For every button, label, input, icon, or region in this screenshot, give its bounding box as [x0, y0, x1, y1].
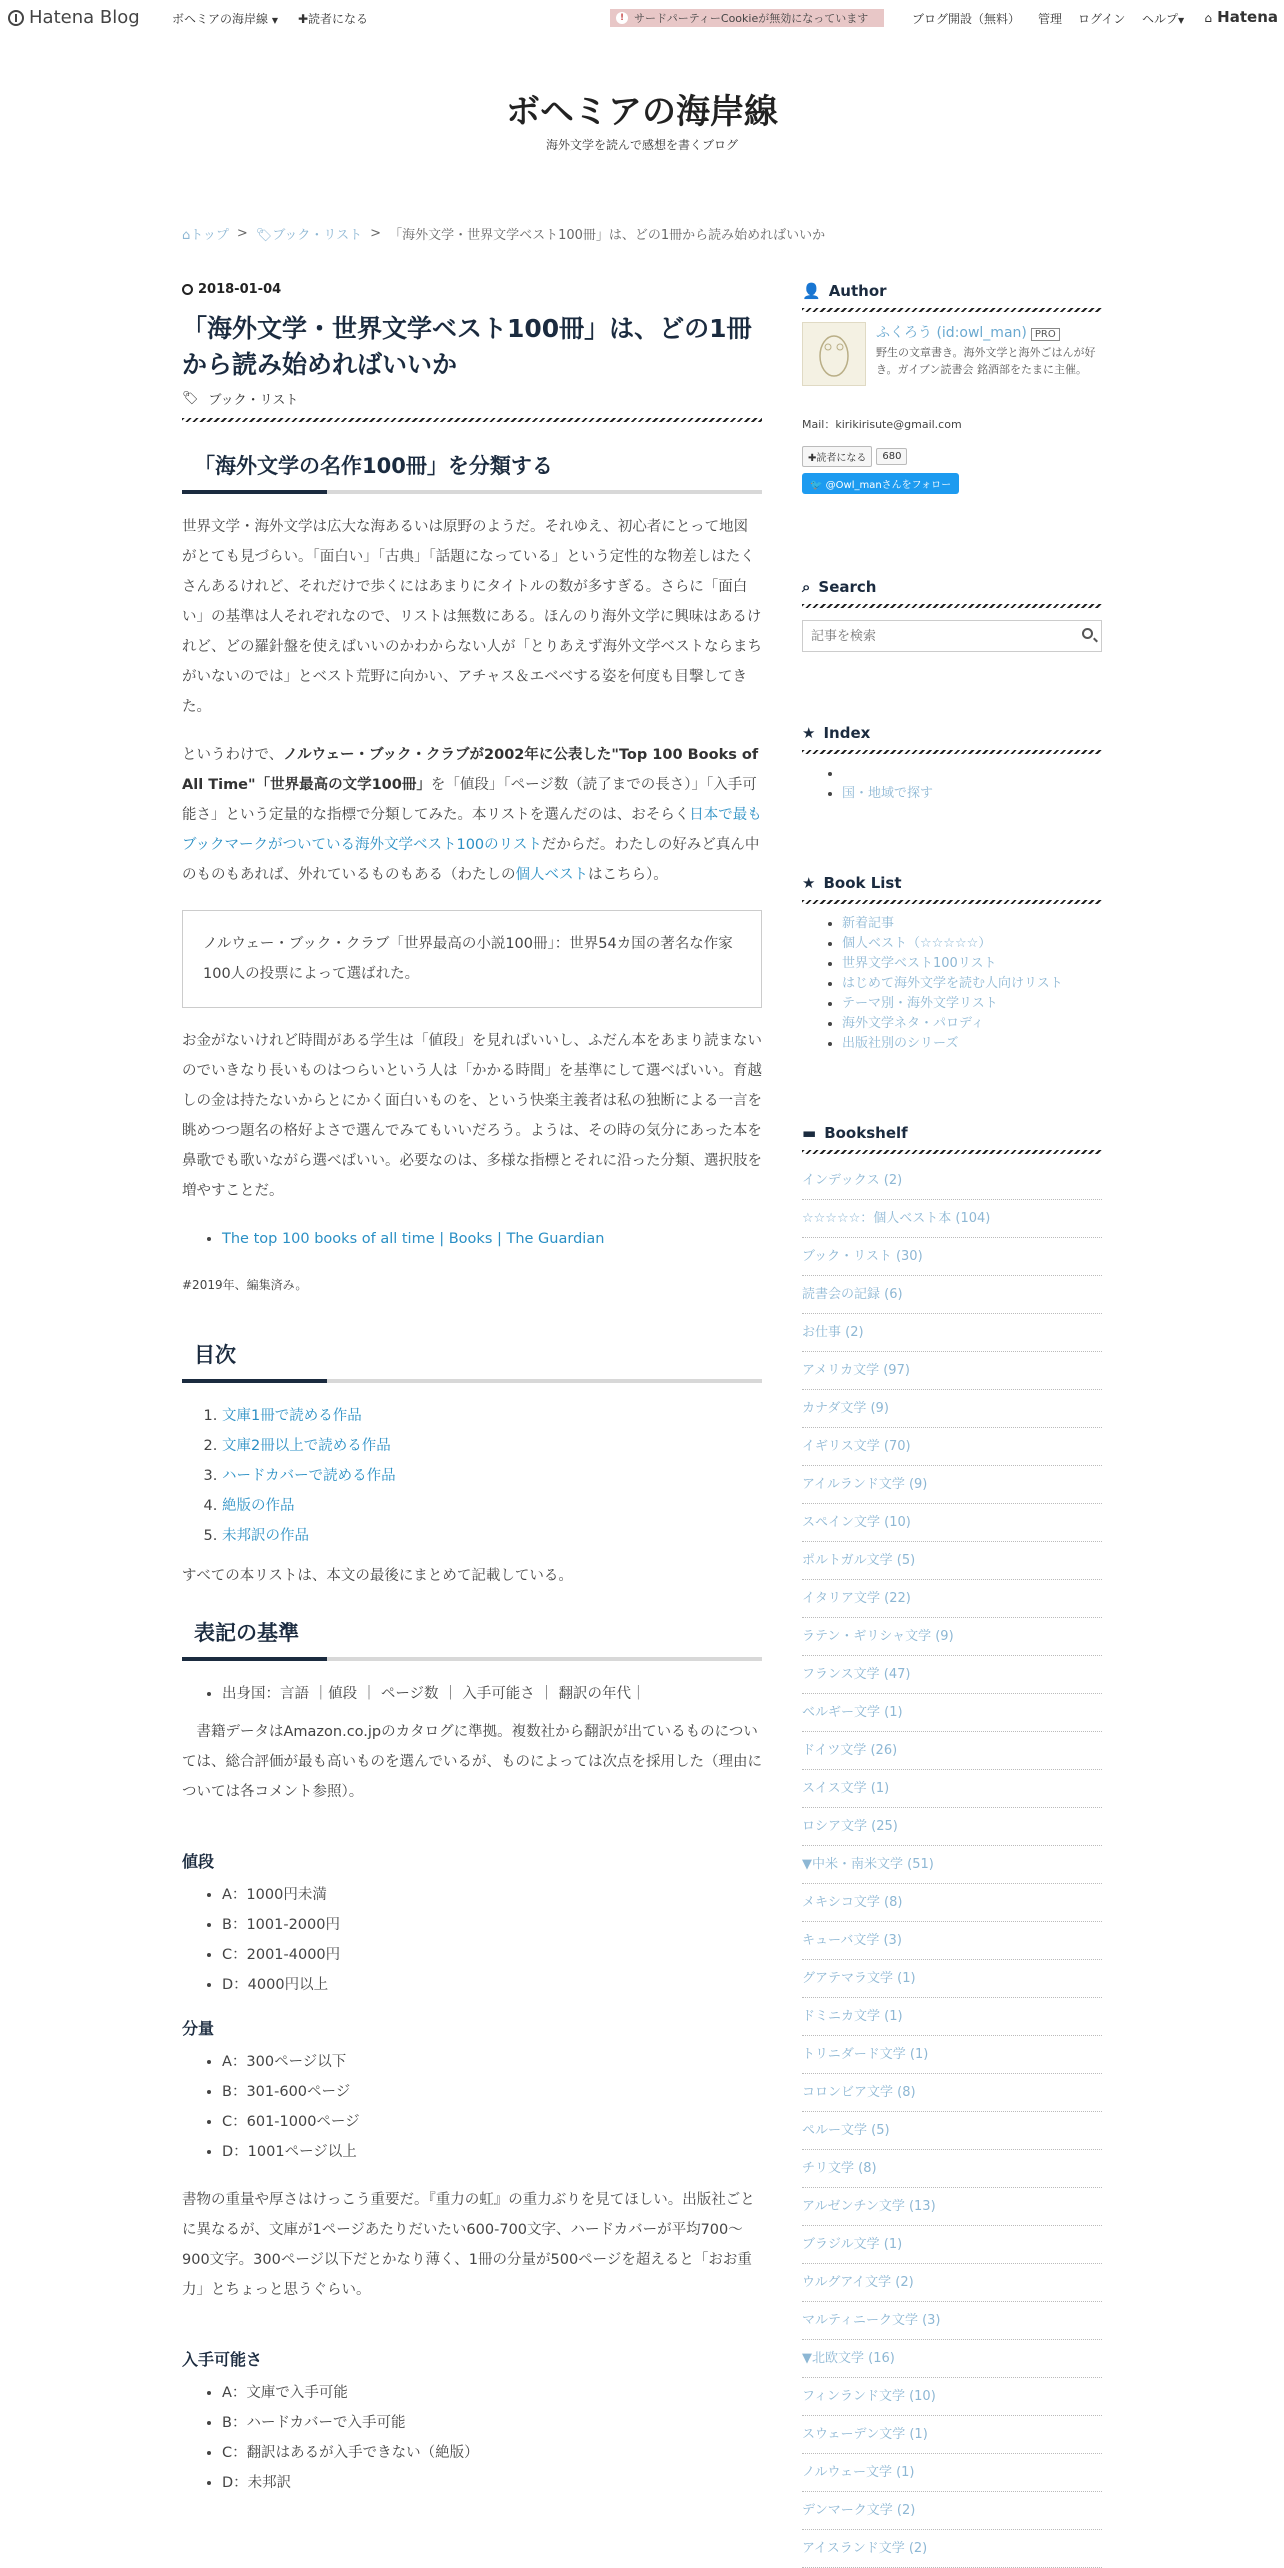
list-item: • D：1001ページ以上 — [222, 2137, 762, 2167]
bookshelf-category-link[interactable]: ロシア文学 (25) — [802, 1808, 1102, 1846]
list-item: • C：601-1000ページ — [222, 2107, 762, 2137]
caret-down-icon: ▼ — [271, 16, 278, 25]
logo-text: Hatena Blog — [29, 7, 140, 28]
search-box — [802, 620, 1102, 652]
author-name[interactable] — [876, 322, 1060, 342]
caret-down-icon: ▼ — [1178, 16, 1185, 25]
section-heading: 表記の基準 — [194, 1621, 299, 1645]
bookshelf-category-link[interactable]: マルティニーク文学 (3) — [802, 2302, 1102, 2340]
folder-icon: ▬ — [802, 1124, 817, 1142]
bookshelf-category-link[interactable]: ノルウェー文学 (1) — [802, 2454, 1102, 2492]
bookshelf-category-link[interactable]: デンマーク文学 (2) — [802, 2492, 1102, 2530]
help-label: ヘルプ — [1142, 12, 1179, 26]
star-icon: ★ — [802, 874, 816, 892]
hatena-menu[interactable] — [1204, 8, 1278, 26]
divider — [802, 900, 1102, 904]
cookie-notice-text: サードパーティーCookieが無効になっています — [634, 12, 869, 25]
bookshelf-category-link[interactable]: ドミニカ文学 (1) — [802, 1998, 1102, 2036]
booklist-widget-title — [802, 874, 1102, 892]
author-widget-title — [802, 282, 1102, 300]
widget-title-text: Bookshelf — [824, 1124, 908, 1142]
breadcrumb-separator: > — [370, 226, 382, 241]
toc-link[interactable]: 文庫1冊で読める作品 — [222, 1408, 362, 1424]
breadcrumb-home[interactable] — [182, 224, 229, 243]
twitter-follow-label: @Owl_manさんをフォロー — [825, 480, 952, 491]
warning-icon: ! — [616, 12, 628, 24]
bookshelf-category-link[interactable]: トリニダード文学 (1) — [802, 2036, 1102, 2074]
toc-item — [222, 1461, 762, 1491]
open-blog-link[interactable]: ブログ開設（無料） — [912, 12, 1021, 26]
paragraph — [182, 740, 762, 890]
bookshelf-category-link[interactable]: ▼中米・南米文学 (51) — [802, 1846, 1102, 1884]
twitter-icon: 🐦 — [810, 480, 823, 491]
list-item — [842, 1014, 1102, 1034]
bookshelf-category-link[interactable]: アイルランド文学 (9) — [802, 1466, 1102, 1504]
paragraph: 書物の重量や厚さはけっこう重要だ。『重力の虹』の重力ぶりを見てほしい。出版社ごとに異なるが、文庫が1ページあたりだいたい600-700文字、ハードカバーが平均700〜900文字。300ページ以下だとかなり薄く、1冊の分量が500ページを超えると「おお重力」とちょっと思うぐらい。 — [182, 2192, 755, 2298]
entry-category[interactable] — [182, 389, 762, 408]
bookshelf-category-link[interactable]: アイスランド文学 (2) — [802, 2530, 1102, 2568]
bookshelf-category-link[interactable]: スイス文学 (1) — [802, 1770, 1102, 1808]
format-list — [182, 1679, 762, 1709]
text-span: というわけで、 — [182, 747, 284, 763]
booklist-link[interactable]: 個人ベスト（☆☆☆☆☆） — [842, 936, 992, 951]
bookshelf-category-link[interactable]: キューバ文学 (3) — [802, 1922, 1102, 1960]
toc-link[interactable]: ハードカバーで読める作品 — [222, 1468, 396, 1484]
author-name-text: ふくろう (id:owl_man) — [876, 325, 1027, 341]
reader-buttons — [802, 446, 1102, 467]
toc-item — [222, 1521, 762, 1551]
tag-icon: 🏷 — [182, 391, 199, 406]
toc-link[interactable]: 絶版の作品 — [222, 1498, 295, 1514]
bookshelf-category-link[interactable]: ☆☆☆☆☆：個人ベスト本 (104) — [802, 1200, 1102, 1238]
volume-list — [182, 2047, 762, 2167]
section-underline — [182, 1657, 762, 1661]
toc-link[interactable]: 文庫2冊以上で読める作品 — [222, 1438, 391, 1454]
breadcrumb — [182, 224, 825, 243]
toc-item — [222, 1491, 762, 1521]
booklist-link[interactable]: テーマ別・海外文学リスト — [842, 996, 998, 1011]
subscribe-button[interactable]: ✚読者になる — [298, 12, 369, 26]
star-icon: ★ — [802, 724, 816, 742]
section-underline — [182, 490, 762, 494]
search-widget-title — [802, 578, 1102, 596]
entry-category-label: ブック・リスト — [208, 393, 299, 408]
subheading-volume: 分量 — [182, 2019, 215, 2038]
sidebar — [802, 282, 1102, 2568]
subheading-availability: 入手可能さ — [182, 2350, 263, 2369]
bookshelf-category-link[interactable]: カナダ文学 (9) — [802, 1390, 1102, 1428]
widget-title-text: Search — [818, 578, 877, 596]
breadcrumb-home-label: トップ — [190, 228, 229, 243]
list-item — [842, 954, 1102, 974]
price-list — [182, 1880, 762, 2000]
list-item: • B：1001-2000円 — [222, 1910, 762, 1940]
bookshelf-category-link[interactable]: ペルー文学 (5) — [802, 2112, 1102, 2150]
divider — [802, 750, 1102, 754]
user-icon: 👤 — [802, 282, 821, 300]
booklist-link[interactable]: 海外文学ネタ・パロディ — [842, 1016, 984, 1031]
breadcrumb-category[interactable] — [256, 224, 362, 243]
twitter-follow-button[interactable] — [802, 473, 959, 494]
booklist-link[interactable]: はじめて海外文学を読む人向けリスト — [842, 976, 1063, 991]
admin-link[interactable]: 管理 — [1038, 12, 1063, 26]
owl-icon — [803, 323, 865, 385]
breadcrumb-separator: > — [236, 226, 248, 241]
bookshelf-category-link[interactable]: ラテン・ギリシャ文学 (9) — [802, 1618, 1102, 1656]
bookshelf-category-link[interactable]: インデックス (2) — [802, 1162, 1102, 1200]
blog-menu[interactable] — [172, 10, 278, 27]
edit-note: #2019年、編集済み。 — [182, 1278, 308, 1292]
section-heading: 「海外文学の名作100冊」を分類する — [194, 454, 553, 478]
text-span: だからだ。わたしの好みど真ん中のものもあれば、外れているものもある（わたしの — [182, 837, 760, 883]
list-item: • A：文庫で入手可能 — [222, 2378, 762, 2408]
index-link[interactable]: 国・地域で探す — [842, 786, 934, 801]
reader-count: 680 — [876, 448, 907, 465]
list-item: • B：ハードカバーで入手可能 — [222, 2408, 762, 2438]
bookshelf-category-link[interactable]: フランス文学 (47) — [802, 1656, 1102, 1694]
text-span: はこちら）。 — [588, 867, 668, 883]
author-profile — [802, 322, 1102, 394]
list-item: • C：翻訳はあるが入手できない（絶版） — [222, 2438, 762, 2468]
paragraph: すべての本リストは、本文の最後にまとめて記載している。 — [182, 1568, 573, 1584]
bookshelf-category-link[interactable]: イギリス文学 (70) — [802, 1428, 1102, 1466]
list-item: • B：301-600ページ — [222, 2077, 762, 2107]
toc-link[interactable]: 未邦訳の作品 — [222, 1528, 309, 1544]
bookshelf-category-link[interactable]: ブック・リスト (30) — [802, 1238, 1102, 1276]
bookshelf-category-link[interactable]: ベルギー文学 (1) — [802, 1694, 1102, 1732]
toc-item — [222, 1401, 762, 1431]
bookshelf-category-link[interactable]: アルゼンチン文学 (13) — [802, 2188, 1102, 2226]
availability-list — [182, 2378, 762, 2498]
bookshelf-category-link[interactable]: ドイツ文学 (26) — [802, 1732, 1102, 1770]
list-item — [842, 784, 1102, 804]
divider — [802, 308, 1102, 312]
list-item: • 出身国：言語 ｜値段 ｜ ページ数 ｜ 入手可能さ ｜ 翻訳の年代｜ — [222, 1679, 762, 1709]
list-item: • A：300ページ以下 — [222, 2047, 762, 2077]
bookshelf-category-link[interactable]: スウェーデン文学 (1) — [802, 2416, 1102, 2454]
toc-item — [222, 1431, 762, 1461]
index-list — [802, 764, 1102, 804]
bookshelf-category-link[interactable]: チリ文学 (8) — [802, 2150, 1102, 2188]
bookshelf-category-link[interactable]: アメリカ文学 (97) — [802, 1352, 1102, 1390]
widget-title-text: Book List — [823, 874, 902, 892]
list-item — [842, 764, 1102, 784]
avatar[interactable] — [802, 322, 866, 386]
booklist-link[interactable]: 世界文学ベスト100リスト — [842, 956, 997, 971]
paragraph: 世界文学・海外文学は広大な海あるいは原野のようだ。それゆえ、初心者にとって地図がとても見づらい。「面白い」「古典」「話題になっている」という定性的な物差しはたくさんあるけれど、それだけで歩くにはあまりにタイトルの数が多すぎる。さらに「面白い」の基準は人それぞれなので、リストは無数にある。ほんのり海外文学に興味はあるけれど、どの羅針盤を使えばいいのかわからない人が「とりあえず海外文学ベストならまちがいないのでは」とベスト荒野に向かい、アチャス＆エベベする姿を何度も目撃してきた。 — [182, 519, 762, 715]
search-icon[interactable] — [1082, 628, 1093, 639]
bookshelf-category-link[interactable]: イタリア文学 (22) — [802, 1580, 1102, 1618]
booklist-link[interactable]: 新着記事 — [842, 916, 895, 931]
list-item — [842, 1034, 1102, 1054]
bookmark-list-link[interactable]: 日本で最もブックマークがついている海外文学ベスト100のリスト — [182, 807, 762, 853]
paragraph: お金がないけれど時間がある学生は「値段」を見ればいいし、ふだん本をあまり読まないのでいきなり長いものはつらいという人は「かかる時間」を基準にして選べばいい。育越しの金は持たないからとにかく面白いものを、という快楽主義者は私の独断による一言を眺めつつ題名の格好よさで選んでみてもいいだろう。ようは、その時の気分にあった本を鼻歌でも歌いながら選べばいい。必要なのは、多様な指標とそれに沿った分類、選択肢を増やすことだ。 — [182, 1033, 762, 1199]
hatena-blog-logo[interactable] — [8, 7, 140, 28]
list-item: • D：未邦訳 — [222, 2468, 762, 2498]
text-span: を「値段」「ページ数（読了までの長さ）」「入手可能さ」という定量的な指標で分類してみた。本リストを選んだのは、おそらく — [182, 777, 757, 823]
bookshelf-category-link[interactable]: メキシコ文学 (8) — [802, 1884, 1102, 1922]
bookshelf-category-link[interactable]: 読書会の記録 (6) — [802, 1276, 1102, 1314]
author-bio: 野生の文章書き。海外文学と海外ごはんが好き。ガイブン読書会 銘酒部をたまに主催。 — [876, 346, 1096, 376]
widget-title-text: Author — [828, 282, 887, 300]
bold-text: ノルウェー・ブック・クラブが2002年に公表した"Top 100 Books of All Time"「世界最高の文学100冊」 — [182, 747, 759, 793]
list-item: • A：1000円未満 — [222, 1880, 762, 1910]
link-list — [182, 1224, 762, 1254]
hatena-label: Hatena — [1217, 8, 1278, 26]
list-item — [842, 994, 1102, 1014]
table-of-contents — [182, 1401, 762, 1551]
blog-description: 海外文学を読んで感想を書くブログ — [545, 138, 738, 152]
bookshelf-category-link[interactable]: フィンランド文学 (10) — [802, 2378, 1102, 2416]
search-input[interactable] — [809, 622, 1063, 650]
tag-icon: 🏷 — [255, 228, 273, 243]
blog-menu-label: ボヘミアの海岸線 — [172, 12, 269, 26]
bookshelf-category-link[interactable]: お仕事 (2) — [802, 1314, 1102, 1352]
section-underline — [182, 1379, 762, 1383]
list-item — [842, 934, 1102, 954]
bookshelf-category-link[interactable]: ポルトガル文学 (5) — [802, 1542, 1102, 1580]
list-item: • D：4000円以上 — [222, 1970, 762, 2000]
widget-title-text: Index — [823, 724, 871, 742]
divider — [802, 604, 1102, 608]
blog-title[interactable]: ボヘミアの海岸線 — [506, 92, 778, 132]
index-widget-title — [802, 724, 1102, 742]
guardian-link[interactable]: The top 100 books of all time | Books | The Guardian — [222, 1231, 605, 1247]
subscribe-reader-button[interactable]: ✚読者になる — [802, 446, 872, 467]
breadcrumb-current: 「海外文学・世界文学ベスト100冊」は、どの1冊から読み始めればいいか — [389, 228, 826, 243]
bookshelf-category-link[interactable]: コロンビア文学 (8) — [802, 2074, 1102, 2112]
help-menu[interactable] — [1142, 10, 1184, 27]
section-heading: 目次 — [194, 1343, 236, 1367]
list-item — [842, 974, 1102, 994]
subheading-price: 値段 — [182, 1852, 215, 1871]
pro-badge: PRO — [1031, 328, 1060, 341]
article — [182, 282, 762, 2498]
bookshelf-category-link[interactable]: ▼北欧文学 (16) — [802, 2340, 1102, 2378]
search-icon: ⌕ — [802, 578, 811, 596]
home-icon: ⌂ — [182, 228, 191, 243]
top-bar — [0, 0, 1284, 36]
paragraph: 書籍データはAmazon.co.jpのカタログに準拠。複数社から翻訳が出ているものについては、総合評価が最も高いものを選んでいるが、ものによっては次点を採用した（理由については各コメント参照）。 — [182, 1724, 762, 1800]
personal-best-link[interactable]: 個人ベスト — [515, 867, 588, 883]
booklist-link[interactable]: 出版社別のシリーズ — [842, 1036, 959, 1051]
entry-date-text: 2018-01-04 — [198, 282, 282, 297]
bookshelf-widget-title — [802, 1124, 1102, 1142]
list-item — [222, 1224, 762, 1254]
bookshelf-category-link[interactable]: ウルグアイ文学 (2) — [802, 2264, 1102, 2302]
login-link[interactable]: ログイン — [1078, 12, 1126, 26]
divider — [802, 1150, 1102, 1154]
bookshelf-category-link[interactable]: ブラジル文学 (1) — [802, 2226, 1102, 2264]
list-item: • C：2001-4000円 — [222, 1940, 762, 1970]
divider — [182, 418, 762, 422]
author-mail: Mail：kirikirisute@gmail.com — [802, 418, 962, 431]
blockquote: ノルウェー・ブック・クラブ「世界最高の小説100冊」：世界54カ国の著名な作家100人の投票によって選ばれた。 — [182, 910, 762, 1008]
cookie-notice[interactable] — [610, 9, 884, 27]
booklist — [802, 914, 1102, 1054]
entry-date[interactable] — [182, 282, 762, 297]
hatena-icon: ⌂ — [1204, 11, 1212, 25]
list-item — [842, 914, 1102, 934]
entry-title[interactable]: 「海外文学・世界文学ベスト100冊」は、どの1冊から読み始めればいいか — [182, 314, 752, 379]
bookshelf-category-link[interactable]: グアテマラ文学 (1) — [802, 1960, 1102, 1998]
bookshelf-list — [802, 1162, 1102, 2568]
hatena-logo-icon — [8, 10, 24, 26]
clock-icon — [182, 284, 193, 295]
bookshelf-category-link[interactable]: スペイン文学 (10) — [802, 1504, 1102, 1542]
breadcrumb-category-label: ブック・リスト — [272, 228, 363, 243]
